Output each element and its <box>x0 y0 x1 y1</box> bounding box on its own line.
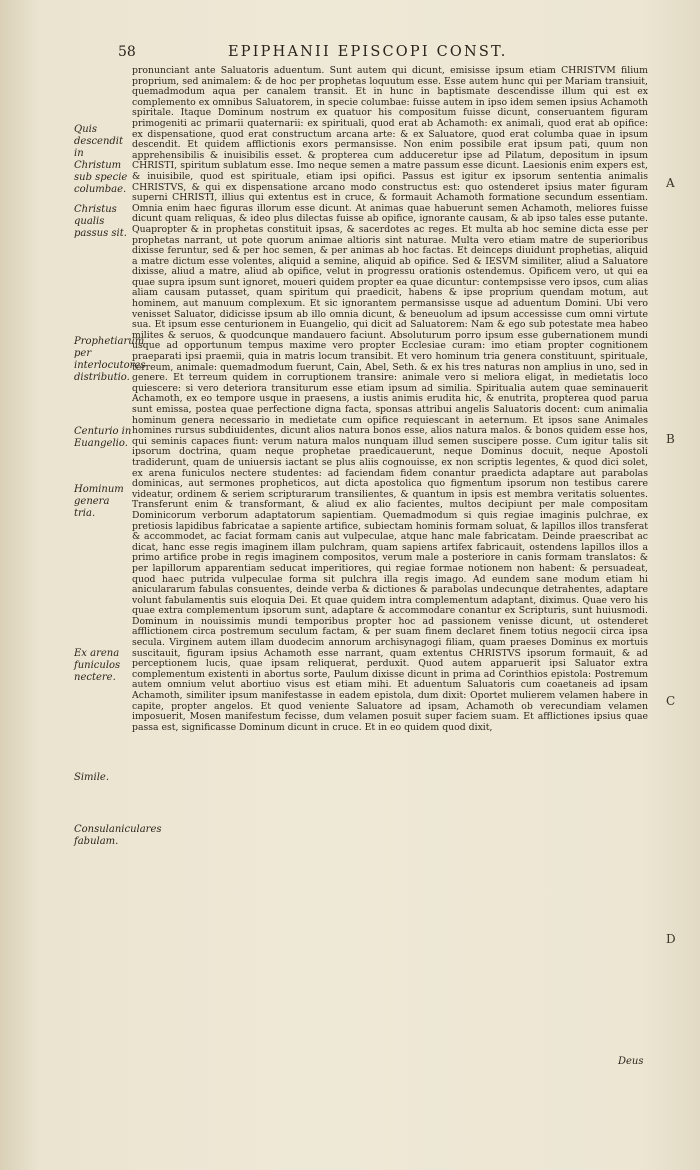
section-letter-d: D <box>666 932 676 946</box>
section-letter-a: A <box>666 176 675 190</box>
margin-note-fabulam: Consulaniculares fabulam. <box>74 824 162 847</box>
page-number: 58 <box>118 44 136 60</box>
catchword: Deus <box>618 1056 644 1067</box>
margin-note-simile: Simile. <box>74 772 110 783</box>
section-letter-c: C <box>666 694 676 708</box>
running-head: EPIPHANII EPISCOPI CONST. <box>228 44 508 60</box>
section-letter-b: B <box>666 432 675 446</box>
margin-note-christus: Christus qualis passus sit. <box>74 204 127 239</box>
margin-note-prophetiarum: Prophetiarum per interlocutores distributio. <box>74 336 146 383</box>
page-header <box>118 44 638 64</box>
body-paragraph: pronunciant ante Saluatoris aduentum. Sunt autem qui dicunt, emisisse ipsum etiam CHRISTVM filium proprium, sed animalem: & de hoc per prophetas loquutum esse. Esse autem hunc qui per Mariam transiuit, quemadmodum aqua per canalem transit. Et in hunc in baptismate descendisse illum qui est ex complemento ex omnibus Saluatorem, in specie columbae: fuisse autem in ipso idem semen ipsius Achamoth spiritale. Itaque Dominum nostrum ex quatuor his compositum fuisse dicunt, conseruantem figuram primogeniti ac primarii quaternarii: ex spirituali, quod erat ab Achamoth: ex animali, quod erat ab opifice: ex dispensatione, quod erat constructum arcana arte: & ex Saluatore, quod erat columba quae in ipsum descendit. Et quidem afflictionis exors permansisse. Non enim possibile erat ipsum pati, quum non apprehensibilis & inuisibilis esset. & propterea cum adduceretur ipse ad Pilatum, depositum in ipsum CHRISTI, spiritum sublatum esse. Imo neque semen a matre passum esse dicunt. Laesionis enim expers est, & inuisibile, quod est spirituale, etiam ipsi opifici. Passus est igitur ex ipsorum sententia animalis CHRISTVS, & qui ex dispensatione arcano modo constructus est: quo ostenderet ipsius mater figuram superni CHRISTI, illius qui extentus est in cruce, & formauit Achamoth formatione secundum essentiam. Omnia enim haec figuras illorum esse dicunt. At animas quae habuerunt semen Achamoth, meliores fuisse dicunt quam reliquas, & ideo plus dilectas fuisse ab opifice, ignorante causam, & ab ipso tales esse putante. Quapropter & in prophetas constituit ipsas, & sacerdotes ac reges. Et multa ab hoc semine dicta esse per prophetas narrant, ut pote quorum animae altioris sint naturae. Multa vero etiam matre de superioribus dixisse feruntur, sed & per hoc semen, & per animas ab hoc factas. Et deinceps diuidunt prophetias, aliquid a matre dictum esse volentes, aliquid a semine, aliquid ab opifice. Sed & IESVM similiter, aliud a Saluatore dixisse, aliud a matre, aliud ab opifice, velut in progressu orationis ostendemus. Opificem vero, ut qui ea quae supra ipsum sunt ignoret, moueri quidem propter ea quae dicuntur: contempsisse vero ipsos, cum alias aliam causam putasset, quam spiritum qui praedicit, habens & ipse proprium quendam motum, aut hominem, aut manuum complexum. Et sic ignorantem permansisse usque ad aduentum Domini. Ubi vero venisset Saluator, didicisse ipsum ab illo omnia dicunt, & beneuolum ad ipsum accessisse cum omni virtute sua. Et ipsum esse centurionem in Euangelio, qui dicit ad Saluatorem: Nam & ego sub potestate mea habeo milites & seruos, & quodcunque mandauero faciunt. Absoluturum porro ipsum esse gubernationem mundi usque ad opportunum tempus maxime vero propter Ecclesiae curam: imo etiam propter cognitionem praeparati ipsi praemii, quia in matris locum transibit. Et vero hominum tria genera constituunt, spirituale, terreum, animale: quemadmodum fuerunt, Cain, Abel, Seth. & ex his tres naturas non amplius in uno, sed in genere. Et terreum quidem in corruptionem transire: animale vero si meliora eligat, in medietatis loco quiescere: si vero deteriora transiturum esse etiam ipsum ad similia. Spiritualia autem quae seminauerit Achamoth, ex eo tempore usque in praesens, a iustis animis erudita hic, & enutrita, propterea quod parua sunt emissa, postea quae perfectione digna facta, sponsas attribui angelis Saluatoris docent: cum animalia hominum genera necessario in medietate cum opifice requiescant in aeternum. Et ipsos sane Animales homines rursus subdiuidentes, dicunt alios natura bonos esse, alios natura malos. & bonos quidem esse hos, qui seminis capaces fiunt: verum natura malos nunquam illud semen suscipere posse. Cum igitur talis sit ipsorum doctrina, quam neque prophetae praedicauerunt, neque Dominus docuit, neque Apostoli tradiderunt, quam de uniuersis iactant se plus aliis cognouisse, ex non scriptis legentes, & quod dici solet, ex arena funiculos nectere studentes: ad faciendam fidem conantur praedicta adaptare aut parabolas dominicas, aut sermones propheticos, aut dicta apostolica quo figmentum ipsorum non testibus carere videatur, ordinem & seriem scripturarum transilientes, & quantum in ipsis est membra veritatis soluentes. Transferunt enim & transformant, & aliud ex alio facientes, multos decipiunt per male compositam Dominicorum verborum adaptatorum sapientiam. Quemadmodum si quis regiae imaginis pulchrae, ex pretiosis lapidibus fabricatae a sapiente artifice, subiectam hominis formam soluat, & lapillos illos transferat & accommodet, ac faciat formam canis aut vulpeculae, atque hanc male fabricatam. Deinde praescribat ac dicat, hanc esse regis imaginem illam pulchram, quam sapiens artifex fabricauit, ostendens lapillos illos a primo artifice probe in regis imaginem compositos, verum male a posteriore in canis formam translatos: & per lapillorum apparentiam seducat imperitiores, qui regiae formae notionem non habent: & persuadeat, quod haec putrida vulpeculae forma sit pulchra illa regis imago. Ad eundem sane modum etiam hi aniculararum fabulas consuentes, deinde verba & dictiones & parabolas undecunque detrahentes, adaptare volunt fabulamentis suis eloquia Dei. Et quae quidem intra complementum adaptant, diximus. Quae vero his quae extra complementum ipsorum sunt, adaptare & accommodare conantur ex Scripturis, sunt huiusmodi. Dominum in nouissimis mundi temporibus propter hoc ad passionem venisse dicunt, ut ostenderet afflictionem circa postremum seculum factam, & per suam finem declaret finem totius negocii circa ipsa secula. Virginem autem illam duodecim annorum archisynagogi filiam, quam praeses Dominus ex mortuis suscitauit, figuram ipsius Achamoth esse narrant, quam extentus CHRISTVS ipsorum formauit, & ad perceptionem lucis, quae ipsam reliquerat, perduxit. Quod autem apparuerit ipsi Saluator extra complementum existenti in abortus sorte, Paulum dixisse dicunt in prima ad Corinthios epistola: Postremum autem omnium velut abortiuo visus est etiam mihi. Et aduentum Saluatoris cum coaetaneis ad ipsam Achamoth, similiter ipsum manifestasse in eadem epistola, dum dixit: Oportet mulierem velamen habere in capite, propter angelos. Et quod veniente Saluatore ad ipsam, Achamoth ob verecundiam velamen imposuerit, Mosen manifestum fecisse, dum velamen posuit super faciem suam. Et afflictiones ipsius quae passa est, significasse Dominum dicunt in cruce. Et in eo quidem quod dixit, <box>132 66 648 733</box>
margin-note-hominum: Hominum genera tria. <box>74 484 124 519</box>
margin-note-ex-arena: Ex arena funiculos nectere. <box>74 648 121 683</box>
margin-note-centurio: Centurio in Euangelio. <box>74 426 132 449</box>
margin-note-columba: Quis descendit in Christum sub specie columbae. <box>74 124 128 195</box>
main-text-column <box>132 66 648 1068</box>
